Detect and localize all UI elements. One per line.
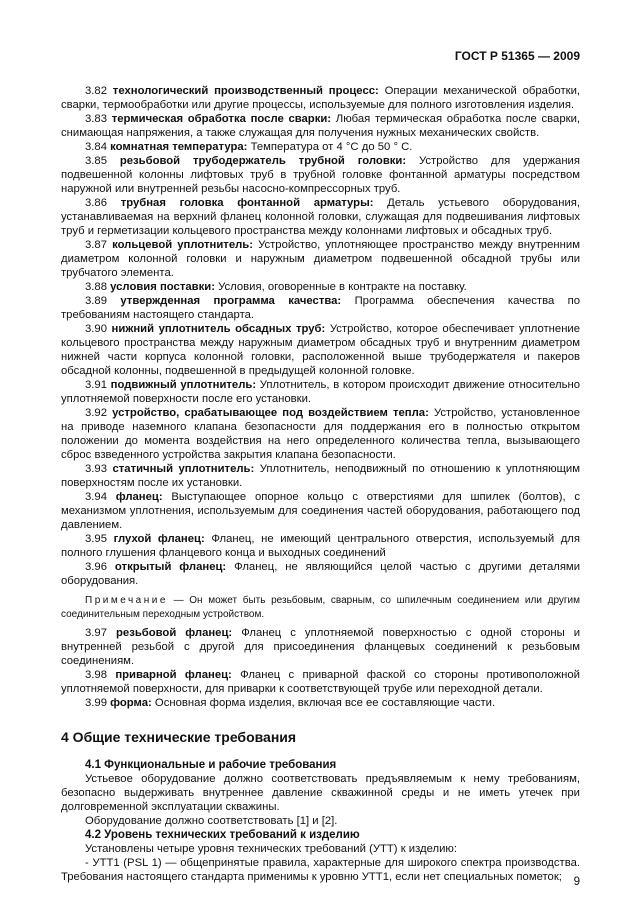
paragraph: Оборудование должно соответствовать [1] и [2]. — [85, 815, 338, 827]
definition-text: Программа обеспечения качества по требованиям настоящего стандарта. — [61, 295, 580, 321]
definition-term: статичный уплотнитель: — [112, 463, 255, 475]
definition-term: комнатная температура: — [110, 141, 248, 153]
definition-number: 3.96 — [85, 561, 107, 573]
definition-number: 3.87 — [85, 239, 107, 251]
definition-number: 3.95 — [85, 533, 107, 545]
definition-number: 3.89 — [85, 295, 107, 307]
definition-number: 3.85 — [85, 155, 107, 167]
paragraph: - УТТ1 (PSL 1) — общепринятые правила, характерные для широкого спектра производства. Требования настоящего стандарта применимы к уровню УТТ1, если нет специальных пометок; — [61, 857, 580, 883]
document-header: ГОСТ Р 51365 — 2009 — [454, 49, 580, 63]
definition-text: Уплотнитель, неподвижный по отношению к уплотняющим поверхностям после их установки. — [61, 463, 580, 489]
definition-term: приварной фланец: — [115, 669, 232, 681]
page-number: 9 — [573, 876, 580, 888]
definition-item — [61, 532, 580, 560]
definition-number: 3.82 — [85, 85, 107, 97]
definition-text: Условия, оговоренные в контракте на поставку. — [218, 281, 467, 293]
definition-number: 3.94 — [85, 491, 107, 503]
definition-item — [61, 406, 580, 462]
paragraph: Устьевое оборудование должно соответствовать предъявляемым к нему требованиям, безопасно выдерживать внутреннее давление скважинной среды и не иметь утечек при долговременной эксплуатации скважины. — [61, 773, 580, 813]
definition-item — [61, 462, 580, 490]
section-heading: 4 Общие технические требования — [61, 729, 297, 745]
definition-term: форма: — [110, 697, 152, 709]
definition-term: подвижный уплотнитель: — [110, 379, 257, 391]
definition-term: условия поставки: — [110, 281, 215, 293]
definition-text: Фланец с приварной фаской со стороны противоположной уплотняемой поверхности, для приварки к соответствующей трубе или переходной детали. — [61, 669, 580, 695]
definition-item — [61, 668, 580, 696]
definition-term: кольцевой уплотнитель: — [112, 239, 253, 251]
definition-item — [61, 560, 580, 588]
definition-item — [61, 626, 580, 668]
definition-text: Операции механической обработки, сварки, термообработки или другие процессы, используемые для полного изготовления изделия. — [61, 85, 581, 111]
definition-term: утвержденная программа качества: — [120, 295, 342, 307]
definition-number: 3.92 — [85, 407, 107, 419]
definition-term: трубная головка фонтанной арматуры: — [120, 197, 374, 209]
note-text: — Он может быть резьбовым, сварным, со шпилечным соединением или другим соединительным переходным устройством. — [61, 595, 581, 620]
definition-item — [61, 280, 580, 294]
definition-term: устройство, срабатывающее под воздействием тепла: — [112, 407, 429, 419]
definition-number: 3.99 — [85, 697, 107, 709]
paragraph: Установлены четыре уровня технических требований (УТТ) к изделию: — [85, 843, 458, 855]
definition-term: глухой фланец: — [113, 533, 205, 545]
definition-item — [61, 490, 580, 532]
definition-item — [61, 140, 580, 154]
page-content — [61, 84, 580, 884]
definition-term: резьбовой фланец: — [116, 627, 233, 639]
definition-number: 3.93 — [85, 463, 107, 475]
definition-number: 3.90 — [85, 323, 107, 335]
definition-item — [61, 378, 580, 406]
definition-text: Любая термическая обработка после сварки, снимающая напряжения, а также служащая для получения нужных механических свойств. — [61, 113, 581, 139]
definition-number: 3.86 — [85, 197, 107, 209]
definition-text: Выступающее опорное кольцо с отверстиями для шпилек (болтов), с механизмом уплотнения, используемым для соединения частей оборудования, работающего под давлением. — [61, 491, 581, 531]
definitions-list-2 — [61, 626, 580, 710]
definition-item — [61, 294, 580, 322]
definition-text: Деталь устьевого оборудования, устанавливаемая на верхний фланец колонной головки, служащая для подвешивания лифтовых труб и герметизации кольцевого пространства между колоннами лифтовых и обсадных труб. — [61, 197, 581, 237]
definition-text: Фланец, не имеющий центрального отверстия, используемый для полного глушения фланцевого конца и выходных соединений — [61, 533, 580, 559]
definition-term: нижний уплотнитель обсадных труб: — [111, 323, 326, 335]
definition-number: 3.97 — [85, 627, 107, 639]
definition-text: Устройство, которое обеспечивает уплотнение кольцевого пространства между наружным диаметром обсадных труб и внутренним диаметром нижней части корпуса колонной головки, расположенной выше трубодержателя и пакеров обсадной колонны, подвешенной в предыдущей колонной головке. — [61, 323, 581, 377]
definition-text: Фланец, не являющийся целой частью с другими деталями оборудования. — [61, 561, 581, 587]
subsection-heading-4-1: 4.1 Функциональные и рабочие требования — [85, 759, 337, 771]
definition-term: фланец: — [115, 491, 163, 503]
definition-text: Основная форма изделия, включая все ее составляющие части. — [154, 697, 496, 709]
definition-text: Устройство, уплотняющее пространство между внутренним диаметром колонной головки и наружным диаметром подвешенной обсадной трубы или трубчатого элемента. — [61, 239, 580, 279]
definition-term: технологический производственный процесс: — [112, 85, 379, 97]
subsection-heading-4-2: 4.2 Уровень технических требований к изделию — [85, 829, 360, 841]
definitions-list — [61, 84, 580, 588]
definition-item — [61, 696, 580, 710]
definition-number: 3.84 — [85, 141, 107, 153]
note-label: Примечание — [85, 595, 168, 606]
definition-number: 3.91 — [85, 379, 107, 391]
definition-number: 3.88 — [85, 281, 107, 293]
definition-text: Уплотнитель, в котором происходит движение относительно уплотняемой поверхности после его установки. — [61, 379, 580, 405]
definition-text: Устройство, установленное на приводе наземного клапана безопасности для поддержания его в полностью открытом положении до момента воздействия на него определенного количества тепла, вызывающего сброс взведенного устройства закрытия клапана безопасности. — [61, 407, 580, 461]
definition-item — [61, 238, 580, 280]
definition-text: Температура от 4 °С до 50 ° С. — [250, 141, 413, 153]
note — [61, 594, 580, 622]
definition-text: Устройство для удержания подвешенной колонны лифтовых труб в трубной головке фонтанной арматуры посредством наружной или внутренней резьбы насосно-компрессорных труб. — [61, 155, 580, 195]
definition-term: термическая обработка после сварки: — [111, 113, 332, 125]
definition-text: Фланец с уплотняемой поверхностью с одной стороны и внутренней резьбой с другой для присоединения фланцевых соединений к резьбовым соединениям. — [61, 627, 581, 667]
definition-item — [61, 154, 580, 196]
definition-item — [61, 322, 580, 378]
definition-number: 3.98 — [85, 669, 107, 681]
definition-term: открытый фланец: — [114, 561, 227, 573]
definition-item — [61, 112, 580, 140]
definition-term: резьбовой трубодержатель трубной головки: — [119, 155, 407, 167]
definition-item — [61, 196, 580, 238]
definition-number: 3.83 — [85, 113, 107, 125]
definition-item — [61, 84, 580, 112]
